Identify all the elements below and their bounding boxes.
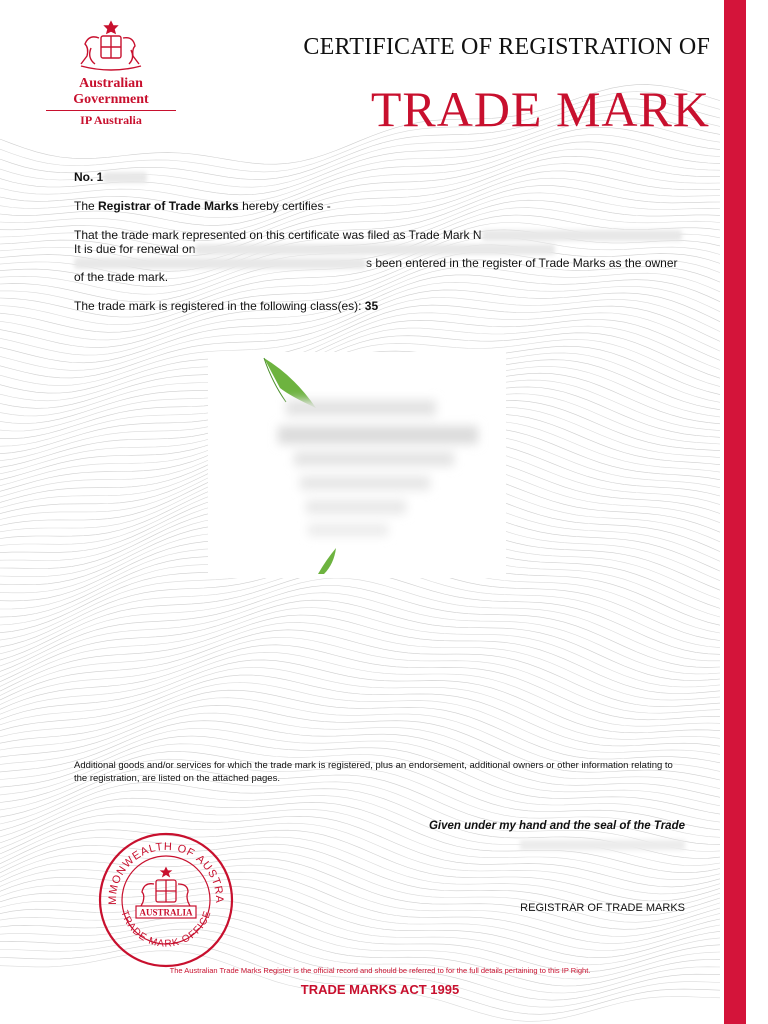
- wave-line: [0, 637, 720, 713]
- red-side-bar: [724, 0, 746, 1024]
- given-under-hand-text: Given under my hand and the seal of the Trade: [428, 820, 685, 832]
- redacted-renewal: [195, 244, 555, 255]
- renewal-line: [74, 242, 694, 256]
- registration-number: [74, 170, 694, 184]
- registrar-bold: Registrar of Trade Marks: [98, 199, 239, 213]
- certificate-title: CERTIFICATE OF REGISTRATION OF: [303, 34, 710, 60]
- class-value: 35: [364, 299, 379, 313]
- owner-line: [74, 256, 694, 270]
- filed-line: [74, 228, 694, 242]
- additional-info-notice: Additional goods and/or services for which the trade mark is registered, plus an endorsement, additional owners or other information relating to the registration, are listed on the attached pages.: [74, 760, 673, 784]
- agency-name: IP Australia: [80, 113, 142, 127]
- registrar-suffix: hereby certifies -: [238, 199, 331, 213]
- filed-text: That the trade mark represented on this certificate was filed as Trade Mark N: [74, 228, 482, 242]
- coat-of-arms-icon: [71, 18, 151, 74]
- government-name: Australian Government: [73, 76, 149, 107]
- redacted-filing: [482, 230, 682, 241]
- trade-mark-office-seal: [96, 830, 236, 970]
- owner-text: s been entered in the register of Trade Marks as the owner: [366, 256, 678, 270]
- registrar-prefix: The: [74, 199, 99, 213]
- redacted-owner: [74, 258, 366, 269]
- class-line: [74, 299, 694, 313]
- wave-line: [0, 675, 720, 746]
- registration-number-label: No. 1: [74, 170, 104, 184]
- wave-line: [0, 593, 720, 677]
- redacted-date: [520, 840, 685, 850]
- svg-text:COMMONWEALTH OF AUSTRALIA: [96, 830, 225, 905]
- seal-crest-icon: [139, 868, 192, 910]
- seal-bottom-text: TRADE MARK OFFICE: [118, 909, 214, 950]
- redacted-number: [103, 172, 147, 183]
- wave-line: [0, 608, 720, 688]
- wave-line: [0, 630, 720, 707]
- trade-mark-title: TRADE MARK: [370, 81, 710, 137]
- owner-line-2: of the trade mark.: [74, 270, 169, 284]
- logo-divider: [46, 110, 176, 111]
- renewal-text: It is due for renewal on: [74, 242, 196, 256]
- trade-marks-act: TRADE MARKS ACT 1995: [300, 982, 460, 997]
- footer-note: The Australian Trade Marks Register is the official record and should be referred to for the full details pertaining to this IP Right.: [169, 966, 591, 975]
- leaf-logo-icon: [208, 352, 506, 578]
- seal-banner-text: AUSTRALIA: [139, 907, 193, 918]
- certificate-body: [74, 170, 694, 313]
- class-text: The trade mark is registered in the following class(es):: [74, 299, 365, 313]
- trade-mark-image: [208, 352, 506, 578]
- seal-top-text: MMONWEALTH OF AUSTRA: [106, 840, 226, 905]
- registrar-certifies-line: [74, 199, 694, 213]
- registrar-title: REGISTRAR OF TRADE MARKS: [520, 902, 685, 914]
- australian-government-logo: [40, 18, 182, 127]
